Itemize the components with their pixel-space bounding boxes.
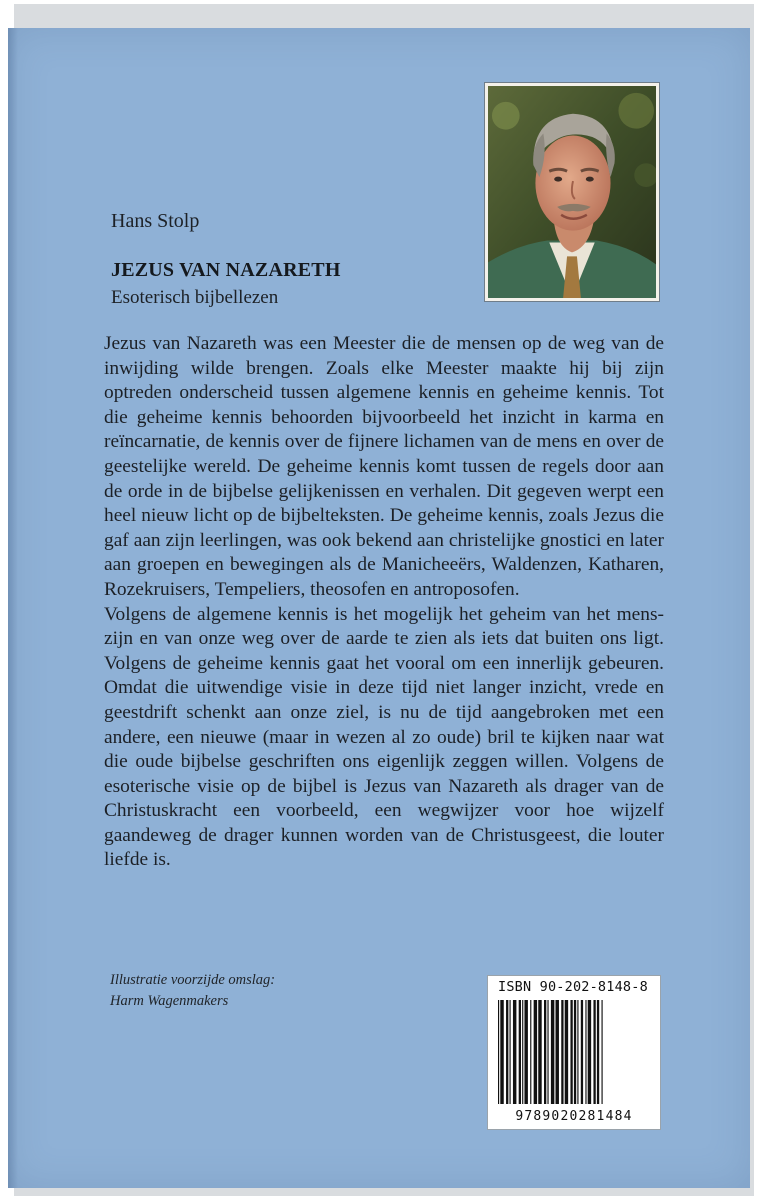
barcode-bar: [524, 1000, 527, 1104]
spine-shadow: [8, 28, 18, 1188]
barcode-label: [487, 975, 661, 1130]
barcode-bar: [538, 1000, 541, 1104]
blurb-paragraph: Volgens de algemene kennis is het mogelijk het geheim van het mens-zijn en van onze weg over de aarde te zien als iets dat buiten ons ligt. Volgens de geheime kennis gaat het vooral om een innerlijk gebeuren. Omdat die uitwendige visie in deze tijd niet langer inzicht, vrede en geestdrift schenkt aan onze ziel, is nu de tijd aangebroken met een andere, een nieuwe (maar in wezen al zo oude) bril te kijken naar wat die oude bijbelse geschriften ons eigenlijk zeggen willen. Volgens de esoterische visie op de bijbel is Jezus van Nazareth als drager van de Christuskracht een voorbeeld, een wegwijzer voor hoe wijzelf gaandeweg de drager kunnen worden van de Christusgeest, die louter liefde is.: [104, 603, 664, 871]
book-title: JEZUS VAN NAZARETH: [111, 259, 341, 281]
blurb-paragraph: Jezus van Nazareth was een Meester die de mensen op de weg van de inwijding wilde brengen. Zoals elke Meester maakte hij bij zijn optreden onderscheid tussen algemene kennis en geheime kennis. Tot die geheime kennis behoorden bijvoorbeeld het inzicht in karma en reïncarnatie, de kennis over de fijnere lichamen van de mens en over de geestelijke wereld. De geheime kennis komt tussen de regels door aan de orde in de bijbelse gelijkenissen en verhalen. Dit gegeven werpt een heel nieuw licht op de bijbelteksten. De geheime kennis, zoals Jezus die gaf aan zijn leerlingen, was ook bekend aan christelijke gnostici en later aan groepen en bewegingen als de Manicheeërs, Waldenzen, Katharen, Rozekruisers, Tempeliers, theosofen en antroposofen.: [104, 333, 664, 600]
ean-digits: 9789020281484: [515, 1109, 633, 1124]
barcode-bar: [581, 1000, 583, 1104]
blurb-text: [104, 332, 664, 873]
author-portrait-icon: [488, 86, 656, 298]
barcode-bar: [561, 1000, 563, 1104]
barcode-bar: [510, 1000, 511, 1104]
barcode-bar: [588, 1000, 591, 1104]
barcode-bar: [547, 1000, 548, 1104]
barcode-bar: [522, 1000, 523, 1104]
author-name: Hans Stolp: [111, 210, 200, 232]
barcode-bar: [519, 1000, 521, 1104]
barcode-bar: [506, 1000, 508, 1104]
barcode-bar: [597, 1000, 599, 1104]
barcode-bar: [602, 1000, 603, 1104]
barcode-bar: [498, 1000, 499, 1104]
barcode-bar: [574, 1000, 576, 1104]
barcode-bar: [556, 1000, 559, 1104]
barcode-bar: [570, 1000, 572, 1104]
book-subtitle: Esoterisch bijbellezen: [111, 287, 279, 308]
isbn-text: ISBN 90-202-8148-8: [498, 979, 648, 995]
barcode-bar: [565, 1000, 568, 1104]
barcode-bar: [534, 1000, 537, 1104]
illustration-credit: [110, 970, 275, 1012]
barcode-bar: [500, 1000, 503, 1104]
barcode-bar: [513, 1000, 516, 1104]
barcode-bar: [544, 1000, 546, 1104]
barcode-bar: [593, 1000, 595, 1104]
credit-label: Illustratie voorzijde omslag:: [110, 972, 276, 988]
barcode-graphic: [496, 1000, 654, 1104]
barcode-bar: [530, 1000, 531, 1104]
credit-name: Harm Wagenmakers: [110, 993, 229, 1009]
author-photo: [484, 82, 660, 302]
barcode-bar: [585, 1000, 586, 1104]
barcode-bar: [577, 1000, 578, 1104]
barcode-bar: [551, 1000, 554, 1104]
barcode-bars: [496, 1000, 654, 1104]
